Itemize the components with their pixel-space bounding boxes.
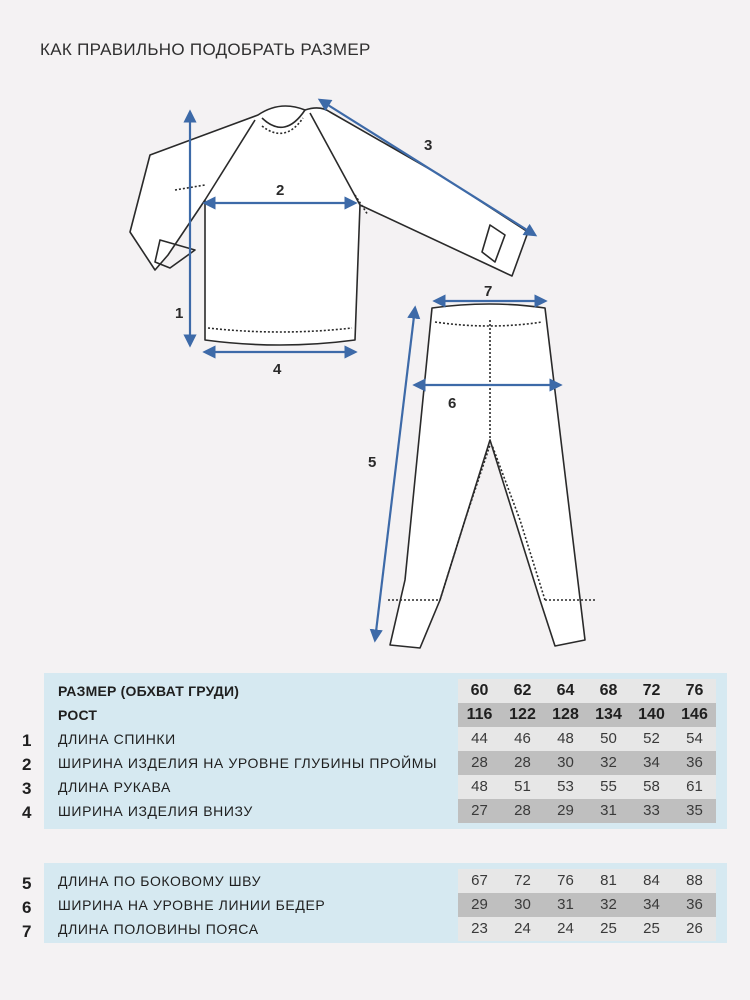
garment-illustration: [0, 80, 750, 660]
row-number: 1: [22, 731, 32, 750]
cell-value: 72: [514, 872, 531, 889]
height-value: 146: [681, 706, 708, 723]
measure-label-3: 3: [424, 137, 433, 154]
size-value: 62: [513, 682, 532, 699]
table-header-row: [44, 679, 727, 703]
row-number: 7: [22, 922, 32, 941]
table-row: [44, 869, 727, 893]
row-number: 2: [22, 755, 32, 774]
cell-value: 52: [643, 730, 660, 747]
cell-value: 51: [514, 778, 531, 795]
cell-value: 44: [471, 730, 488, 747]
cell-value: 55: [600, 778, 617, 795]
cell-value: 76: [557, 872, 574, 889]
measure-label-4: 4: [273, 361, 282, 378]
height-value: 116: [466, 706, 493, 723]
row-label: ДЛИНА СПИНКИ: [58, 731, 176, 747]
row-number: 5: [22, 874, 32, 893]
cell-value: 23: [471, 920, 488, 937]
height-value: 122: [509, 706, 536, 723]
table-row: [44, 775, 727, 799]
height-label: РОСТ: [58, 707, 98, 723]
cell-value: 28: [514, 802, 531, 819]
page-title: КАК ПРАВИЛЬНО ПОДОБРАТЬ РАЗМЕР: [40, 40, 371, 59]
size-value: 76: [685, 682, 704, 699]
height-value: 140: [638, 706, 665, 723]
cell-value: 58: [643, 778, 660, 795]
cell-value: 32: [600, 754, 617, 771]
row-label: ДЛИНА ПО БОКОВОМУ ШВУ: [58, 873, 262, 889]
cell-value: 34: [643, 896, 660, 913]
cell-value: 36: [686, 896, 703, 913]
cell-value: 28: [514, 754, 531, 771]
cell-value: 24: [514, 920, 531, 937]
cell-value: 27: [471, 802, 488, 819]
row-label: ШИРИНА ИЗДЕЛИЯ НА УРОВНЕ ГЛУБИНЫ ПРОЙМЫ: [58, 755, 438, 771]
row-label: ДЛИНА РУКАВА: [58, 779, 171, 795]
cell-value: 29: [471, 896, 488, 913]
cell-value: 28: [471, 754, 488, 771]
height-value: 128: [552, 706, 579, 723]
cell-value: 48: [471, 778, 488, 795]
cell-value: 53: [557, 778, 574, 795]
size-header-label: РАЗМЕР (ОБХВАТ ГРУДИ): [58, 683, 240, 699]
measure-label-6: 6: [448, 395, 457, 412]
cell-value: 50: [600, 730, 617, 747]
cell-value: 34: [643, 754, 660, 771]
cell-value: 61: [686, 778, 703, 795]
size-value: 68: [599, 682, 618, 699]
measure-label-2: 2: [276, 182, 285, 199]
cell-value: 67: [471, 872, 488, 889]
size-value: 60: [470, 682, 489, 699]
pants-drawing: [388, 304, 597, 648]
row-number: 3: [22, 779, 32, 798]
cell-value: 24: [557, 920, 574, 937]
measure-label-7: 7: [484, 283, 493, 300]
cell-value: 54: [686, 730, 703, 747]
cell-value: 46: [514, 730, 531, 747]
row-number: 6: [22, 898, 32, 917]
cell-value: 25: [600, 920, 617, 937]
cell-value: 30: [557, 754, 574, 771]
measure-label-5: 5: [368, 454, 377, 471]
cell-value: 88: [686, 872, 703, 889]
cell-value: 84: [643, 872, 660, 889]
size-table-top: [44, 673, 727, 829]
table-row: [44, 917, 727, 941]
cell-value: 25: [643, 920, 660, 937]
cell-value: 30: [514, 896, 531, 913]
row-label: ДЛИНА ПОЛОВИНЫ ПОЯСА: [58, 921, 259, 937]
size-value: 72: [642, 682, 661, 699]
table-row: [44, 751, 727, 775]
cell-value: 35: [686, 802, 703, 819]
cell-value: 33: [643, 802, 660, 819]
size-table-bottom: [44, 863, 727, 943]
cell-value: 31: [557, 896, 574, 913]
cell-value: 48: [557, 730, 574, 747]
cell-value: 36: [686, 754, 703, 771]
cell-value: 29: [557, 802, 574, 819]
row-label: ШИРИНА ИЗДЕЛИЯ ВНИЗУ: [58, 803, 253, 819]
table-row: [44, 727, 727, 751]
size-value: 64: [556, 682, 575, 699]
cell-value: 31: [600, 802, 617, 819]
row-number: 4: [22, 803, 32, 822]
cell-value: 32: [600, 896, 617, 913]
cell-value: 81: [600, 872, 617, 889]
table-row: [44, 893, 727, 917]
measure-label-1: 1: [175, 305, 184, 322]
cell-value: 26: [686, 920, 703, 937]
row-label: ШИРИНА НА УРОВНЕ ЛИНИИ БЕДЕР: [58, 897, 326, 913]
table-row: [44, 799, 727, 823]
height-value: 134: [595, 706, 622, 723]
table-height-row: [44, 703, 727, 727]
